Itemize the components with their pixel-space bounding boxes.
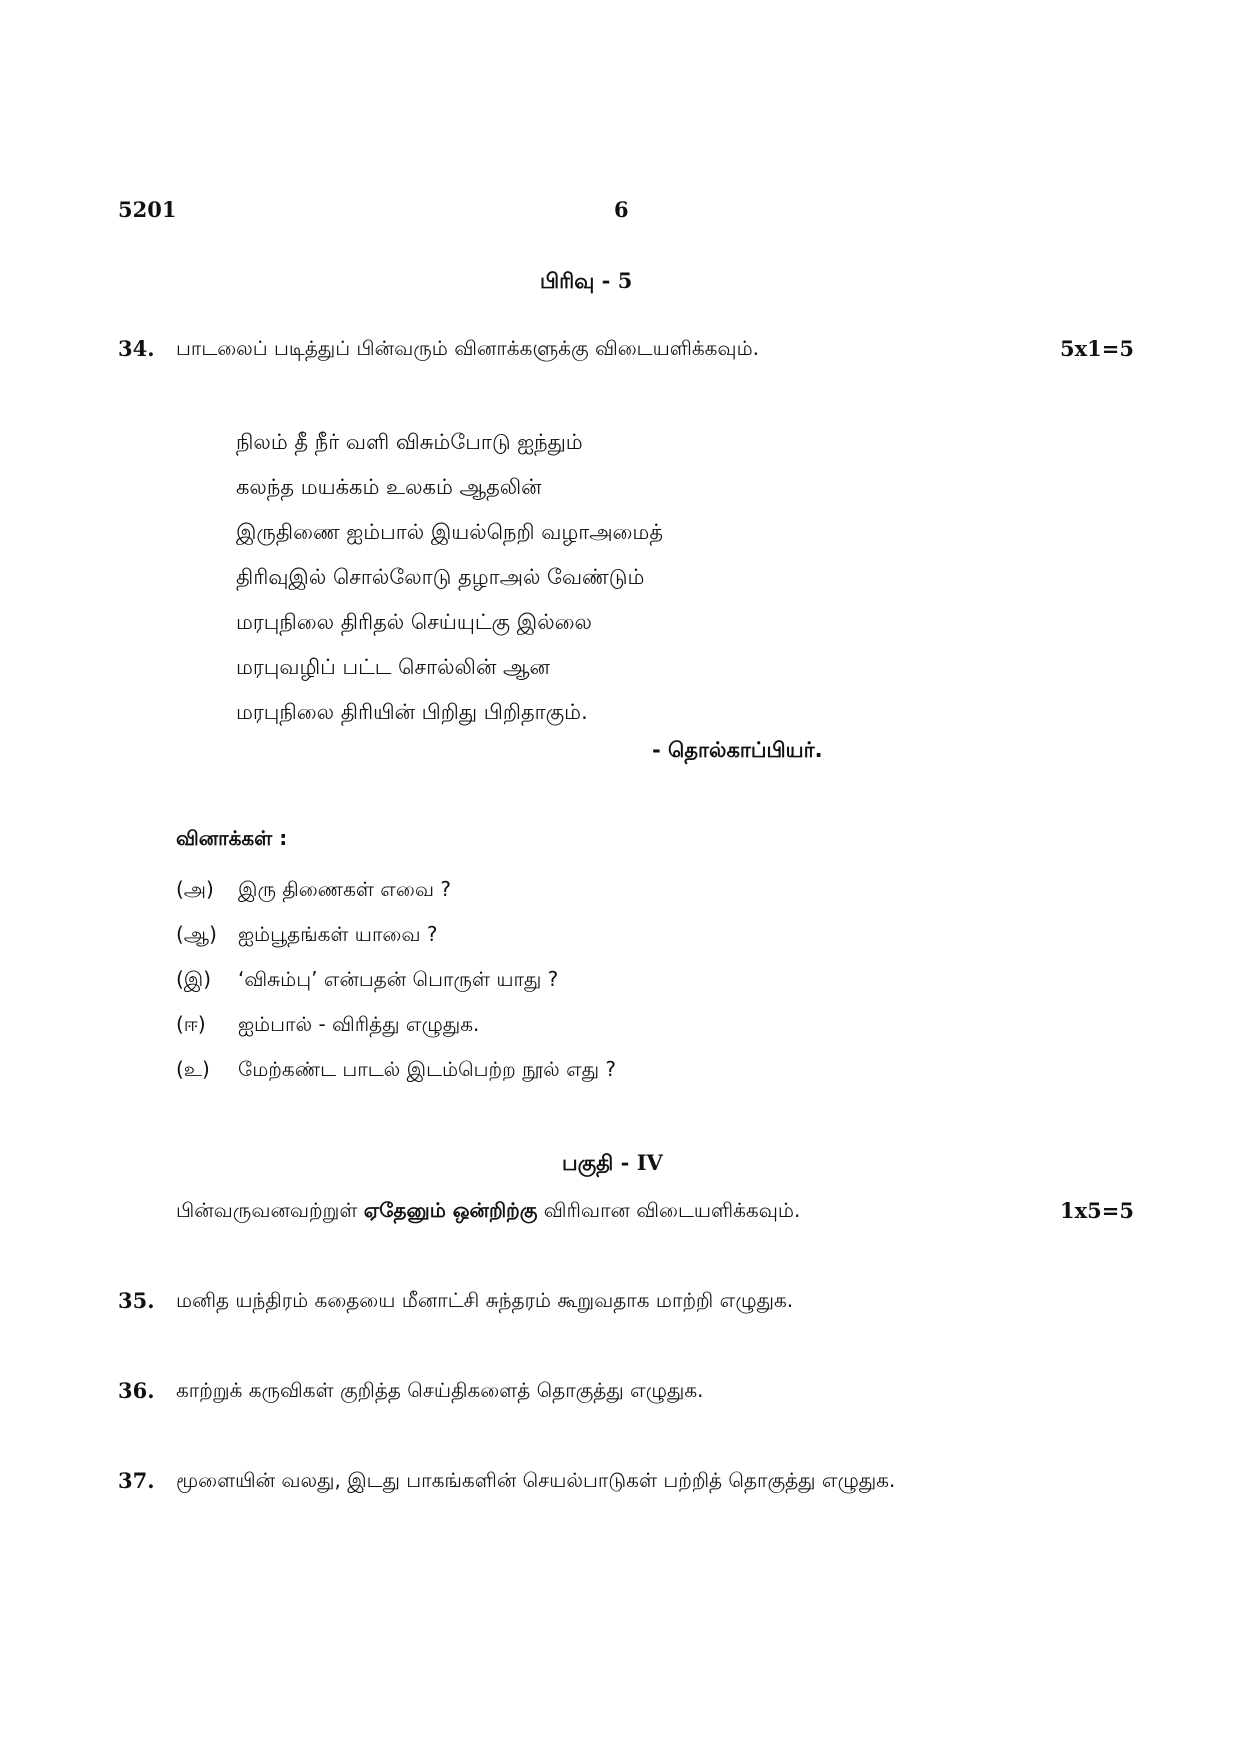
instruction-after: விரிவான விடையளிக்கவும். [537,1198,801,1222]
part-marks: 1x5=5 [1060,1198,1134,1223]
instruction-emphasis: ஏதேனும் ஒன்றிற்கு [363,1198,538,1222]
poem-line: மரபுநிலை திரியின் பிறிது பிறிதாகும். [236,700,588,724]
sub-question-text: இரு திணைகள் எவை ? [238,877,451,901]
page-number: 6 [614,197,629,222]
questions-heading: வினாக்கள் : [176,826,288,850]
question-text: பாடலைப் படித்துப் பின்வரும் வினாக்களுக்கு விடையளிக்கவும். [176,336,760,360]
part-instruction [176,1198,800,1225]
question-text: காற்றுக் கருவிகள் குறித்த செய்திகளைத் தொகுத்து எழுதுக. [176,1378,704,1402]
sub-question-text: ஐம்பூதங்கள் யாவை ? [238,922,438,946]
instruction-before: பின்வருவனவற்றுள் [176,1198,364,1222]
poem-line: இருதிணை ஐம்பால் இயல்நெறி வழாஅமைத் [236,520,664,544]
sub-question [176,1047,616,1092]
poem-line: திரிவுஇல் சொல்லோடு தழாஅல் வேண்டும் [236,565,645,589]
section-title-word: பிரிவு [540,269,595,293]
poem-author: - தொல்காப்பியர். [652,738,823,762]
section-title-number: 5 [617,268,633,293]
sub-question-marker: (ஈ) [176,1012,206,1036]
sub-question [176,867,616,912]
sub-question-text: ‘விசும்பு’ என்பதன் பொருள் யாது ? [238,967,559,991]
sub-question [176,1002,616,1047]
question-number: 35. [118,1288,155,1313]
sub-question-text: ஐம்பால் - விரித்து எழுதுக. [238,1012,480,1036]
sub-question [176,957,616,1002]
question-marks: 5x1=5 [1060,336,1134,361]
poem-line: நிலம் தீ நீர் வளி விசும்போடு ஐந்தும் [236,430,583,454]
poem-line: கலந்த மயக்கம் உலகம் ஆதலின் [236,475,542,499]
part-title-sep: - [613,1150,637,1175]
sub-question-marker: (இ) [176,967,212,991]
section-title [540,268,632,296]
sub-question-marker: (ஆ) [176,922,217,946]
sub-question-text: மேற்கண்ட பாடல் இடம்பெற்ற நூல் எது ? [238,1057,617,1081]
sub-question [176,912,616,957]
poem-line: மரபுவழிப் பட்ட சொல்லின் ஆன [236,655,550,679]
question-text: மூளையின் வலது, இடது பாகங்களின் செயல்பாடுகள் பற்றித் தொகுத்து எழுதுக. [176,1468,896,1492]
question-number: 37. [118,1468,155,1493]
poem [236,420,663,735]
part-title-word: பகுதி [562,1151,614,1175]
part-title [562,1150,663,1178]
question-text: மனித யந்திரம் கதையை மீனாட்சி சுந்தரம் கூறுவதாக மாற்றி எழுதுக. [176,1288,794,1312]
sub-question-marker: (அ) [176,877,214,901]
poem-line: மரபுநிலை திரிதல் செய்யுட்கு இல்லை [236,610,592,634]
sub-question-marker: (உ) [176,1057,210,1081]
section-title-sep: - [594,268,618,293]
sub-question-list [176,867,616,1092]
question-number: 34. [118,336,155,361]
part-title-number: IV [636,1150,663,1175]
exam-code: 5201 [118,197,177,222]
question-number: 36. [118,1378,155,1403]
